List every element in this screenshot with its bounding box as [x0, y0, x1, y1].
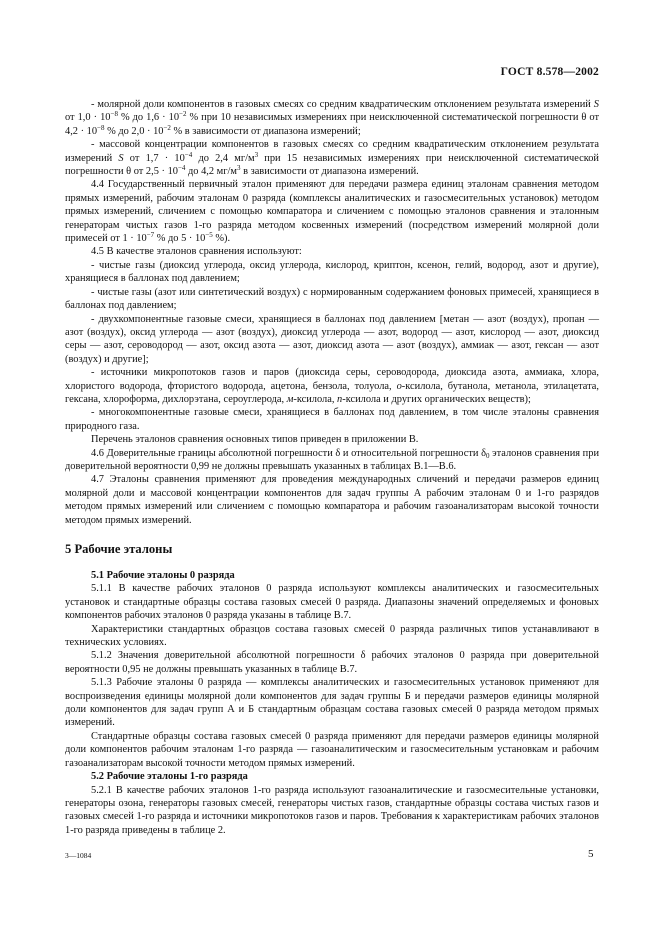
paragraph: - чистые газы (диоксид углерода, оксид углерода, кислород, криптон, ксенон, гелий, водород, азот и другие), хранящиеся в баллонах под давлением;	[65, 259, 599, 285]
paragraph: 4.7 Эталоны сравнения применяют для проведения международных сличений и передачи размеров единиц молярной доли и массовой концентрации компонентов для задач группы А рабочим эталонам 0 и 1-го разрядов методом прямых измерений или сличением с помощью компаратора и рабочим газоанализаторам высокой точности методом прямых измерений.	[65, 474, 599, 526]
paragraph: 5.1.2 Значения доверительной абсолютной погрешности δ рабочих эталонов 0 разряда при доверительной вероятности 0,95 не должны превышать указанных в таблице В.7.	[65, 650, 599, 675]
paragraph: Перечень эталонов сравнения основных типов приведен в приложении В.	[91, 434, 419, 446]
paragraph: - источники микропотоков газов и паров (диоксида серы, сероводорода, диоксида азота, аммиака, хлора, хлористого водорода, фтористого водорода, ацетона, бензола, толуола, o-ксилола, бутанола, метанола, этилацетата, гексана, хлороформа, дихлорэтана, сероуглерода, м-ксилола, n-ксилола и других органических веществ);	[65, 367, 599, 405]
paragraph: - массовой концентрации компонентов в газовых смесях со средним квадратическим отклонением результата измерений S от $1,7 \cdot 10^{-4}$ до 2,4 $мг/м^3$ при 15 независимых измерениях при неисключенной систематической погрешности θ от $2,5 \cdot 10^{-4}$ до 4,2 $мг/м^3$ в зависимости от диапазона измерений.	[65, 139, 599, 178]
page-header: ГОСТ 8.578—2002	[500, 66, 599, 78]
paragraph: - двухкомпонентные газовые смеси, хранящиеся в баллонах под давлением [метан — азот (воздух), пропан — азот (воздух), оксид углерода — азот (воздух), диоксид углерода — азот, водород — азот, кислород — азот, диоксид серы — азот, сероводород — азот, оксид азота — азот, диоксид азота — азот (воздух), аммиак — азот, гексан — азот (воздух) и другие];	[65, 313, 599, 365]
paragraph: Характеристики стандартных образцов состава газовых смесей 0 разряда различных типов устанавливают в технических условиях.	[65, 623, 599, 649]
paragraph: Стандартные образцы состава газовых смесей 0 разряда применяют для передачи размеров единицы молярной доли компонентов рабочим эталонам 1-го разряда — газоаналитическим и газосмесительным установкам и рабочим газоанализаторам высокой точности методом прямых измерений.	[65, 730, 599, 769]
paragraph: 5.2.1 В качестве рабочих эталонов 1-го разряда используют газоаналитические и газосмесительные установки, генераторы озона, генераторы газовых смесей, генераторы чистых газов, стандартные образцы состава чистых газов и газовых смесей 1-го разряда и источники микропотоков газов и паров. Требования к характеристикам рабочих эталонов 1-го разряда приведены в таблице 2.	[65, 784, 599, 836]
page-number: 5	[588, 848, 594, 860]
paragraph: - молярной доли компонентов в газовых смесях со средним квадратическим отклонением результата измерений S от $1,0 \cdot 10^{-8}$ % до $1,6 \cdot 10^{-2}$ % при 10 независимых измерениях при неисключенной систематической погрешности θ от $4,2 \cdot 10^{-8}$ % до $2,0 \cdot 10^{-2}$ % в зависимости от диапазона измерений;	[65, 99, 600, 137]
paragraph: 5.1.3 Рабочие эталоны 0 разряда — комплексы аналитических и газосмесительных установок применяют для воспроизведения единицы молярной доли компонентов для задач группы Б и передачи размеров единицы молярной доли компонентов для задач групп А и Б стандартным образцам состава газовых смесей 0 разряда методом прямых измерений.	[65, 677, 599, 729]
paragraph: 4.5 В качестве эталонов сравнения используют:	[91, 246, 302, 258]
paragraph: - многокомпонентные газовые смеси, хранящиеся в баллонах под давлением, в том числе эталоны сравнения природного газа.	[65, 407, 599, 432]
footer-code: 3—1084	[65, 851, 92, 860]
document-body	[65, 98, 599, 837]
subsection-heading: 5.1 Рабочие эталоны 0 разряда	[91, 570, 235, 581]
paragraph: 5.1.1 В качестве рабочих эталонов 0 разряда используют комплексы аналитических и газосмесительных установок и стандартные образцы состава газовых смесей 0 разряда. Диапазоны значений определяемых и фоновых компонентов рабочих эталонов 0 разряда указаны в таблице В.7.	[65, 583, 599, 622]
paragraph: 4.6 Доверительные границы абсолютной погрешности δ и относительной погрешности $\delta_0$ эталонов сравнения при доверительной вероятности 0,99 не должны превышать указанных в таблицах В.1—В.6.	[65, 447, 599, 472]
section-heading: 5 Рабочие эталоны	[65, 542, 173, 556]
paragraph: 4.4 Государственный первичный эталон применяют для передачи размера единиц эталонам сравнения методом прямых измерений, рабочим эталонам 0 разряда (комплексы аналитических и газосмесительных установок) методом прямых измерений, сличением с помощью компаратора и сличением с помощью эталонов сравнения и эталонным генераторам чистых газов 1-го разряда методом косвенных измерений (посредством измерений молярной доли примесей от $1 \cdot 10^{-7}$ % до $5 \cdot 10^{-5}$ %).	[65, 179, 599, 245]
subsection-heading: 5.2 Рабочие эталоны 1-го разряда	[91, 771, 248, 783]
paragraph: - чистые газы (азот или синтетический воздух) с нормированным содержанием фоновых примесей, хранящиеся в баллонах под давлением;	[65, 286, 599, 312]
